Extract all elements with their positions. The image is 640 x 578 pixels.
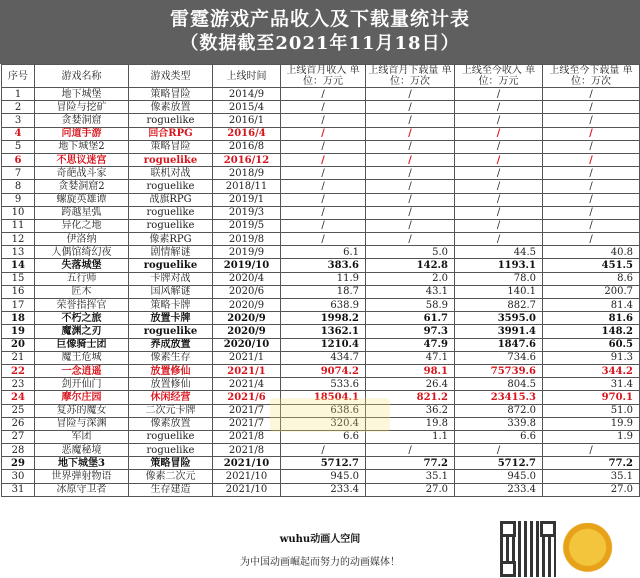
total-revenue-cell: / — [455, 193, 543, 206]
game-name-cell: 世界弹射物语 — [35, 470, 129, 483]
launch-date-cell: 2021/7 — [213, 404, 281, 417]
game-type-cell: roguelike — [129, 259, 213, 272]
total-revenue-cell: / — [455, 88, 543, 101]
launch-date-cell: 2014/9 — [213, 88, 281, 101]
table-row — [2, 153, 640, 166]
table-row — [2, 272, 640, 285]
first-month-downloads-cell: 47.9 — [366, 338, 455, 351]
column-header: 上线时间 — [213, 65, 281, 88]
first-month-downloads-cell: 19.8 — [366, 417, 455, 430]
total-revenue-cell: 44.5 — [455, 246, 543, 259]
game-name-cell: 人偶馆绮幻夜 — [35, 246, 129, 259]
game-name-cell: 地下城堡 — [35, 88, 129, 101]
table-row — [2, 167, 640, 180]
game-name-cell: 冒险与挖矿 — [35, 101, 129, 114]
total-downloads-cell: / — [543, 127, 640, 140]
launch-date-cell: 2021/6 — [213, 391, 281, 404]
first-month-revenue-cell: 638.9 — [281, 299, 366, 312]
title-banner — [0, 0, 640, 64]
first-month-revenue-cell: 11.9 — [281, 272, 366, 285]
launch-date-cell: 2016/8 — [213, 140, 281, 153]
first-month-downloads-cell: / — [366, 88, 455, 101]
row-index-cell: 11 — [2, 219, 35, 232]
first-month-revenue-cell: / — [281, 233, 366, 246]
table-header-row — [2, 65, 640, 88]
launch-date-cell: 2020/10 — [213, 338, 281, 351]
column-header: 上线首月下载量 单位：万次 — [366, 65, 455, 88]
game-type-cell: 回合RPG — [129, 127, 213, 140]
game-name-cell: 不思议迷宫 — [35, 153, 129, 166]
first-month-downloads-cell: 1.1 — [366, 430, 455, 443]
game-type-cell: 放置修仙 — [129, 378, 213, 391]
first-month-downloads-cell: 58.9 — [366, 299, 455, 312]
launch-date-cell: 2016/12 — [213, 153, 281, 166]
table-row — [2, 351, 640, 364]
table-row — [2, 285, 640, 298]
game-name-cell: 一念逍遥 — [35, 364, 129, 377]
game-name-cell: 螺旋英雄谭 — [35, 193, 129, 206]
first-month-revenue-cell: / — [281, 167, 366, 180]
total-revenue-cell: 1193.1 — [455, 259, 543, 272]
game-type-cell: roguelike — [129, 325, 213, 338]
launch-date-cell: 2020/6 — [213, 285, 281, 298]
game-type-cell: 放置修仙 — [129, 364, 213, 377]
total-revenue-cell: / — [455, 180, 543, 193]
total-revenue-cell: / — [455, 167, 543, 180]
first-month-revenue-cell: / — [281, 101, 366, 114]
total-downloads-cell: / — [543, 444, 640, 457]
total-downloads-cell: / — [543, 153, 640, 166]
launch-date-cell: 2021/7 — [213, 417, 281, 430]
total-revenue-cell: 140.1 — [455, 285, 543, 298]
first-month-revenue-cell: / — [281, 153, 366, 166]
first-month-downloads-cell: / — [366, 233, 455, 246]
table-row — [2, 219, 640, 232]
launch-date-cell: 2019/9 — [213, 246, 281, 259]
launch-date-cell: 2020/9 — [213, 312, 281, 325]
total-downloads-cell: 35.1 — [543, 470, 640, 483]
total-downloads-cell: / — [543, 140, 640, 153]
first-month-downloads-cell: / — [366, 167, 455, 180]
row-index-cell: 20 — [2, 338, 35, 351]
first-month-revenue-cell: 5712.7 — [281, 457, 366, 470]
row-index-cell: 30 — [2, 470, 35, 483]
game-type-cell: 策略卡牌 — [129, 299, 213, 312]
game-name-cell: 地下城堡3 — [35, 457, 129, 470]
launch-date-cell: 2019/3 — [213, 206, 281, 219]
footer-slogan: 为中国动画崛起而努力的动画媒体！ — [240, 557, 400, 568]
total-downloads-cell: 31.4 — [543, 378, 640, 391]
game-type-cell: 国风解谜 — [129, 285, 213, 298]
first-month-revenue-cell: 233.4 — [281, 483, 366, 496]
page-subtitle: （数据截至2021年11月18日） — [180, 33, 460, 54]
watermark-logo — [270, 398, 390, 432]
first-month-downloads-cell: 5.0 — [366, 246, 455, 259]
first-month-downloads-cell: / — [366, 114, 455, 127]
first-month-revenue-cell: / — [281, 127, 366, 140]
first-month-revenue-cell: / — [281, 219, 366, 232]
footer-brand: wuhu动画人空间 — [279, 534, 361, 545]
total-downloads-cell: 27.0 — [543, 483, 640, 496]
launch-date-cell: 2021/8 — [213, 444, 281, 457]
launch-date-cell: 2021/4 — [213, 378, 281, 391]
first-month-revenue-cell: 6.1 — [281, 246, 366, 259]
first-month-revenue-cell: / — [281, 206, 366, 219]
game-name-cell: 不朽之旅 — [35, 312, 129, 325]
total-revenue-cell: 339.8 — [455, 417, 543, 430]
row-index-cell: 14 — [2, 259, 35, 272]
row-index-cell: 1 — [2, 88, 35, 101]
table-row — [2, 88, 640, 101]
total-revenue-cell: 804.5 — [455, 378, 543, 391]
game-type-cell: 像素放置 — [129, 101, 213, 114]
launch-date-cell: 2020/4 — [213, 272, 281, 285]
first-month-revenue-cell: 18504.1 — [281, 391, 366, 404]
launch-date-cell: 2016/4 — [213, 127, 281, 140]
first-month-revenue-cell: 18.7 — [281, 285, 366, 298]
row-index-cell: 29 — [2, 457, 35, 470]
total-revenue-cell: 3991.4 — [455, 325, 543, 338]
table-row — [2, 444, 640, 457]
total-revenue-cell: 233.4 — [455, 483, 543, 496]
row-index-cell: 26 — [2, 417, 35, 430]
launch-date-cell: 2021/1 — [213, 351, 281, 364]
table-row — [2, 233, 640, 246]
game-type-cell: 放置卡牌 — [129, 312, 213, 325]
page-title: 雷霆游戏产品收入及下载量统计表 — [169, 8, 470, 30]
launch-date-cell: 2021/10 — [213, 470, 281, 483]
total-downloads-cell: 1.9 — [543, 430, 640, 443]
game-name-cell: 恶魔秘境 — [35, 444, 129, 457]
launch-date-cell: 2019/5 — [213, 219, 281, 232]
total-downloads-cell: / — [543, 114, 640, 127]
first-month-downloads-cell: 27.0 — [366, 483, 455, 496]
total-downloads-cell: 8.6 — [543, 272, 640, 285]
launch-date-cell: 2020/9 — [213, 299, 281, 312]
game-name-cell: 匠木 — [35, 285, 129, 298]
game-type-cell: 二次元卡牌 — [129, 404, 213, 417]
column-header: 序号 — [2, 65, 35, 88]
table-row — [2, 338, 640, 351]
column-header: 游戏名称 — [35, 65, 129, 88]
launch-date-cell: 2018/11 — [213, 180, 281, 193]
first-month-revenue-cell: 434.7 — [281, 351, 366, 364]
game-name-cell: 摩尔庄园 — [35, 391, 129, 404]
game-type-cell: roguelike — [129, 430, 213, 443]
total-downloads-cell: 81.6 — [543, 312, 640, 325]
game-type-cell: roguelike — [129, 206, 213, 219]
game-name-cell: 贪婪洞窟 — [35, 114, 129, 127]
game-type-cell: 生存建造 — [129, 483, 213, 496]
game-type-cell: roguelike — [129, 444, 213, 457]
total-downloads-cell: 451.5 — [543, 259, 640, 272]
launch-date-cell: 2019/1 — [213, 193, 281, 206]
game-type-cell: 联机对战 — [129, 167, 213, 180]
table-row — [2, 378, 640, 391]
first-month-downloads-cell: 47.1 — [366, 351, 455, 364]
table-row — [2, 312, 640, 325]
game-type-cell: 剧情解谜 — [129, 246, 213, 259]
first-month-downloads-cell: 97.3 — [366, 325, 455, 338]
total-downloads-cell: / — [543, 101, 640, 114]
first-month-downloads-cell: / — [366, 140, 455, 153]
total-downloads-cell: 40.8 — [543, 246, 640, 259]
total-revenue-cell: / — [455, 206, 543, 219]
game-name-cell: 魔王危城 — [35, 351, 129, 364]
game-type-cell: 卡牌对战 — [129, 272, 213, 285]
row-index-cell: 23 — [2, 378, 35, 391]
table-row — [2, 325, 640, 338]
game-name-cell: 地下城堡2 — [35, 140, 129, 153]
total-downloads-cell: 77.2 — [543, 457, 640, 470]
row-index-cell: 15 — [2, 272, 35, 285]
row-index-cell: 25 — [2, 404, 35, 417]
first-month-revenue-cell: / — [281, 444, 366, 457]
game-name-cell: 冒险与深渊 — [35, 417, 129, 430]
total-revenue-cell: 734.6 — [455, 351, 543, 364]
launch-date-cell: 2021/1 — [213, 364, 281, 377]
total-downloads-cell: 19.9 — [543, 417, 640, 430]
game-name-cell: 剑开仙门 — [35, 378, 129, 391]
first-month-downloads-cell: / — [366, 444, 455, 457]
first-month-downloads-cell: / — [366, 127, 455, 140]
game-type-cell: 像素二次元 — [129, 470, 213, 483]
table-body — [2, 88, 640, 497]
row-index-cell: 19 — [2, 325, 35, 338]
total-revenue-cell: / — [455, 233, 543, 246]
first-month-revenue-cell: 320.4 — [281, 417, 366, 430]
game-type-cell: roguelike — [129, 153, 213, 166]
first-month-downloads-cell: 142.8 — [366, 259, 455, 272]
row-index-cell: 13 — [2, 246, 35, 259]
launch-date-cell: 2019/10 — [213, 259, 281, 272]
launch-date-cell: 2015/4 — [213, 101, 281, 114]
table-row — [2, 180, 640, 193]
first-month-revenue-cell: 638.6 — [281, 404, 366, 417]
row-index-cell: 10 — [2, 206, 35, 219]
first-month-downloads-cell: / — [366, 219, 455, 232]
total-revenue-cell: 945.0 — [455, 470, 543, 483]
table-row — [2, 246, 640, 259]
total-revenue-cell: 75739.6 — [455, 364, 543, 377]
game-name-cell: 荣誉指挥官 — [35, 299, 129, 312]
row-index-cell: 28 — [2, 444, 35, 457]
total-revenue-cell: 5712.7 — [455, 457, 543, 470]
table-row — [2, 470, 640, 483]
launch-date-cell: 2021/10 — [213, 457, 281, 470]
first-month-downloads-cell: / — [366, 101, 455, 114]
row-index-cell: 6 — [2, 153, 35, 166]
table-row — [2, 127, 640, 140]
game-type-cell: 养成放置 — [129, 338, 213, 351]
total-downloads-cell: 200.7 — [543, 285, 640, 298]
game-name-cell: 贪婪洞窟2 — [35, 180, 129, 193]
table-row — [2, 114, 640, 127]
first-month-revenue-cell: 533.6 — [281, 378, 366, 391]
first-month-revenue-cell: 1998.2 — [281, 312, 366, 325]
total-downloads-cell: 81.4 — [543, 299, 640, 312]
row-index-cell: 17 — [2, 299, 35, 312]
total-downloads-cell: / — [543, 193, 640, 206]
table-row — [2, 483, 640, 496]
game-name-cell: 军团 — [35, 430, 129, 443]
mascot-logo-icon — [562, 523, 626, 577]
table-row — [2, 457, 640, 470]
total-downloads-cell: / — [543, 180, 640, 193]
total-revenue-cell: / — [455, 444, 543, 457]
game-name-cell: 奇葩战斗家 — [35, 167, 129, 180]
row-index-cell: 8 — [2, 180, 35, 193]
first-month-downloads-cell: 98.1 — [366, 364, 455, 377]
first-month-revenue-cell: / — [281, 114, 366, 127]
table-row — [2, 430, 640, 443]
launch-date-cell: 2021/10 — [213, 483, 281, 496]
total-revenue-cell: / — [455, 140, 543, 153]
table-row — [2, 206, 640, 219]
first-month-revenue-cell: 945.0 — [281, 470, 366, 483]
game-type-cell: roguelike — [129, 219, 213, 232]
first-month-downloads-cell: 61.7 — [366, 312, 455, 325]
game-type-cell: 策略冒险 — [129, 88, 213, 101]
game-name-cell: 冰原守卫者 — [35, 483, 129, 496]
row-index-cell: 5 — [2, 140, 35, 153]
first-month-revenue-cell: / — [281, 180, 366, 193]
first-month-downloads-cell: / — [366, 180, 455, 193]
launch-date-cell: 2018/9 — [213, 167, 281, 180]
game-name-cell: 跨越星弧 — [35, 206, 129, 219]
total-downloads-cell: 60.5 — [543, 338, 640, 351]
first-month-downloads-cell: 35.1 — [366, 470, 455, 483]
table-row — [2, 259, 640, 272]
table-row — [2, 101, 640, 114]
game-type-cell: 策略冒险 — [129, 140, 213, 153]
first-month-revenue-cell: 383.6 — [281, 259, 366, 272]
first-month-revenue-cell: 6.6 — [281, 430, 366, 443]
game-name-cell: 魔渊之刃 — [35, 325, 129, 338]
total-revenue-cell: 872.0 — [455, 404, 543, 417]
launch-date-cell: 2021/8 — [213, 430, 281, 443]
game-name-cell: 复苏的魔女 — [35, 404, 129, 417]
game-name-cell: 五行师 — [35, 272, 129, 285]
table-row — [2, 364, 640, 377]
first-month-revenue-cell: / — [281, 193, 366, 206]
row-index-cell: 24 — [2, 391, 35, 404]
game-type-cell: 休闲经营 — [129, 391, 213, 404]
first-month-revenue-cell: 1210.4 — [281, 338, 366, 351]
total-downloads-cell: / — [543, 233, 640, 246]
first-month-revenue-cell: 9074.2 — [281, 364, 366, 377]
row-index-cell: 27 — [2, 430, 35, 443]
first-month-downloads-cell: 26.4 — [366, 378, 455, 391]
first-month-downloads-cell: 36.2 — [366, 404, 455, 417]
game-name-cell: 问道手游 — [35, 127, 129, 140]
total-revenue-cell: / — [455, 114, 543, 127]
row-index-cell: 21 — [2, 351, 35, 364]
first-month-downloads-cell: / — [366, 153, 455, 166]
game-type-cell: roguelike — [129, 180, 213, 193]
first-month-downloads-cell: 821.2 — [366, 391, 455, 404]
row-index-cell: 9 — [2, 193, 35, 206]
first-month-downloads-cell: / — [366, 193, 455, 206]
game-type-cell: 像素生存 — [129, 351, 213, 364]
footer — [0, 521, 640, 578]
table-row — [2, 299, 640, 312]
total-revenue-cell: / — [455, 153, 543, 166]
total-downloads-cell: / — [543, 167, 640, 180]
total-downloads-cell: / — [543, 219, 640, 232]
first-month-downloads-cell: 77.2 — [366, 457, 455, 470]
first-month-downloads-cell: / — [366, 206, 455, 219]
total-revenue-cell: 1847.6 — [455, 338, 543, 351]
column-header: 游戏类型 — [129, 65, 213, 88]
table-row — [2, 193, 640, 206]
total-revenue-cell: 3595.0 — [455, 312, 543, 325]
row-index-cell: 3 — [2, 114, 35, 127]
total-revenue-cell: / — [455, 219, 543, 232]
total-downloads-cell: 91.3 — [543, 351, 640, 364]
qr-code-icon — [500, 521, 556, 577]
launch-date-cell: 2019/8 — [213, 233, 281, 246]
game-name-cell: 巨像骑士团 — [35, 338, 129, 351]
game-type-cell: 像素RPG — [129, 233, 213, 246]
column-header: 上线首月收入 单位：万元 — [281, 65, 366, 88]
total-downloads-cell: 51.0 — [543, 404, 640, 417]
total-downloads-cell: 148.2 — [543, 325, 640, 338]
row-index-cell: 4 — [2, 127, 35, 140]
game-name-cell: 伊洛纳 — [35, 233, 129, 246]
row-index-cell: 22 — [2, 364, 35, 377]
total-revenue-cell: / — [455, 101, 543, 114]
game-type-cell: 策略冒险 — [129, 457, 213, 470]
first-month-revenue-cell: / — [281, 140, 366, 153]
game-type-cell: roguelike — [129, 114, 213, 127]
row-index-cell: 31 — [2, 483, 35, 496]
row-index-cell: 2 — [2, 101, 35, 114]
total-revenue-cell: 23415.3 — [455, 391, 543, 404]
total-downloads-cell: 970.1 — [543, 391, 640, 404]
row-index-cell: 18 — [2, 312, 35, 325]
row-index-cell: 12 — [2, 233, 35, 246]
launch-date-cell: 2016/1 — [213, 114, 281, 127]
total-revenue-cell: 78.0 — [455, 272, 543, 285]
game-name-cell: 异化之地 — [35, 219, 129, 232]
total-revenue-cell: 882.7 — [455, 299, 543, 312]
column-header: 上线至今下载量 单位：万次 — [543, 65, 640, 88]
game-type-cell: 战旗RPG — [129, 193, 213, 206]
total-downloads-cell: / — [543, 206, 640, 219]
launch-date-cell: 2020/9 — [213, 325, 281, 338]
total-downloads-cell: / — [543, 88, 640, 101]
row-index-cell: 7 — [2, 167, 35, 180]
first-month-revenue-cell: 1362.1 — [281, 325, 366, 338]
table-row — [2, 140, 640, 153]
first-month-revenue-cell: / — [281, 88, 366, 101]
game-name-cell: 失落城堡 — [35, 259, 129, 272]
total-revenue-cell: 6.6 — [455, 430, 543, 443]
total-downloads-cell: 344.2 — [543, 364, 640, 377]
first-month-downloads-cell: 2.0 — [366, 272, 455, 285]
first-month-downloads-cell: 43.1 — [366, 285, 455, 298]
total-revenue-cell: / — [455, 127, 543, 140]
row-index-cell: 16 — [2, 285, 35, 298]
column-header: 上线至今收入 单位：万元 — [455, 65, 543, 88]
game-type-cell: 像素放置 — [129, 417, 213, 430]
